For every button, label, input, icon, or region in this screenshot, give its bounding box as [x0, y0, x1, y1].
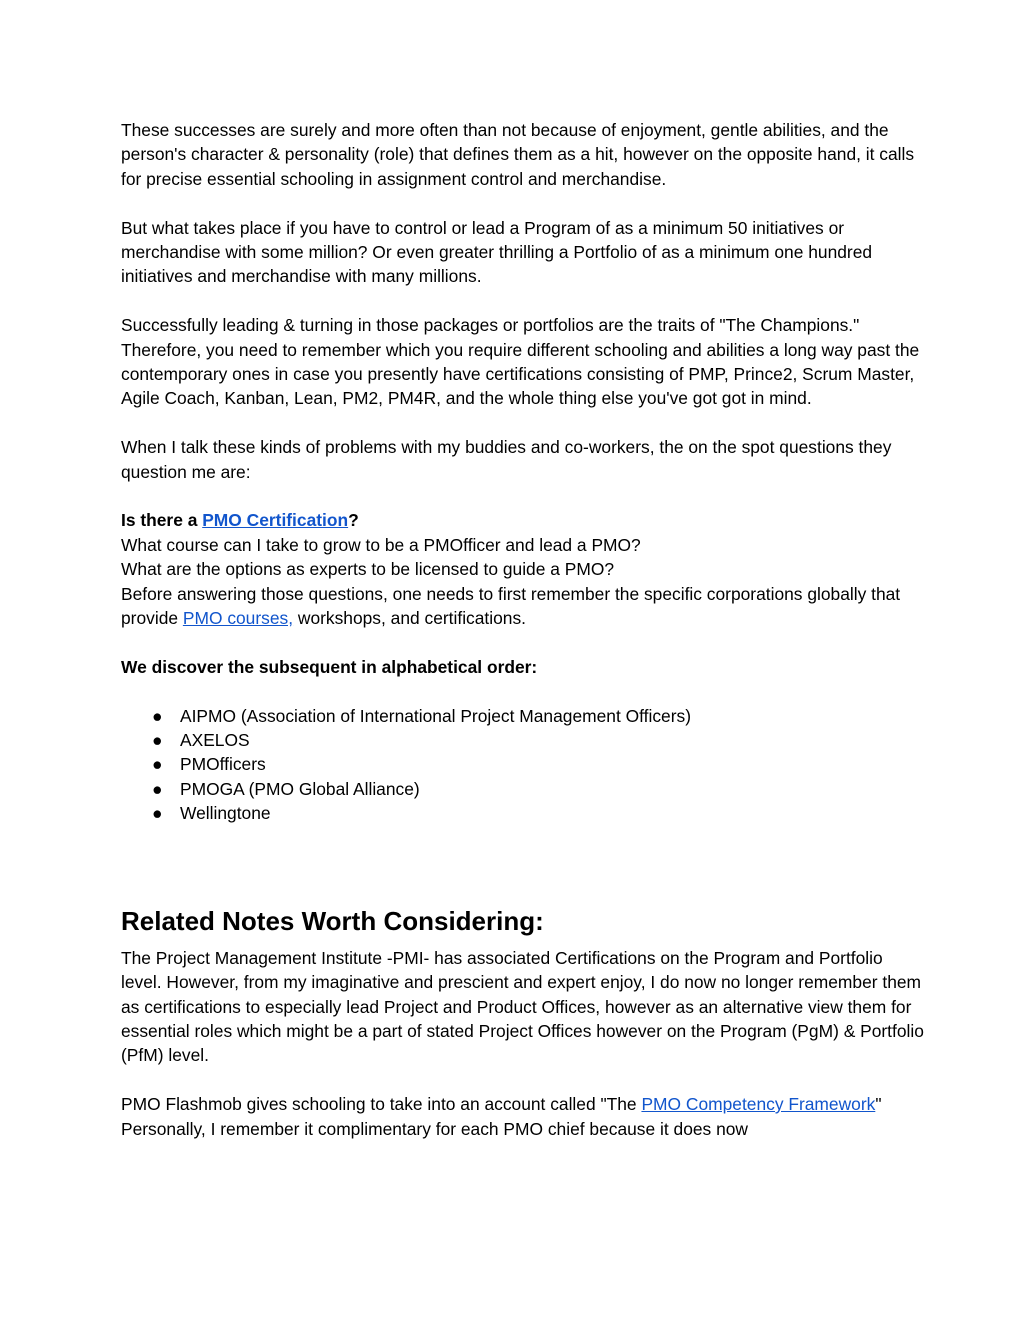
spacer — [121, 289, 924, 313]
flashmob-text-after: " Personally, I remember it complimentary for each PMO chief because it does now — [121, 1094, 882, 1139]
corporations-text-after: workshops, and certifications. — [293, 608, 526, 629]
bullet-icon: ● — [152, 705, 163, 726]
section-heading: Related Notes Worth Considering: — [121, 905, 544, 936]
organizations-list — [121, 704, 924, 826]
flashmob-text-before: PMO Flashmob gives schooling to take into an account called "The — [121, 1094, 642, 1115]
question-prefix: Is there a — [121, 510, 203, 531]
paragraph-pmi: The Project Management Institute -PMI- has associated Certifications on the Program and Portfolio level. However, from my imaginative and prescient and expert enjoy, I do now no longer remember them as certifications to especially lead Project and Product Offices, however as an alternative view them for essential roles which might be a part of stated Project Offices however on the Program (PgM) & Portfolio (PfM) level. — [121, 947, 924, 1066]
paragraph-flashmob — [121, 1092, 924, 1141]
bullet-icon: ● — [152, 754, 163, 775]
paragraph-champions: Successfully leading & turning in those packages or portfolios are the traits of "The Champions." Therefore, you need to remember which you require different schooling and abilities a long way past the contemporary ones in case you presently have certifications consisting of PMP, Prince2, Scrum Master, Agile Coach, Kanban, Lean, PM2, PM4R, and the whole thing else you've got got in mind. — [121, 315, 920, 409]
spacer — [121, 191, 924, 215]
list-item-text: Wellingtone — [180, 803, 271, 824]
question-suffix: ? — [348, 510, 359, 531]
list-item — [152, 777, 924, 801]
paragraph-intro: These successes are surely and more often than not because of enjoyment, gentle abilities, and the person's character & personality (role) that defines them as a hit, however on the opposite hand, it calls for precise essential schooling in assignment control and merchandise. — [121, 120, 915, 189]
spacer — [121, 411, 924, 435]
pmo-certification-link[interactable]: PMO Certification — [202, 510, 349, 531]
list-item-text: AIPMO (Association of International Project Management Officers) — [180, 705, 691, 726]
question-options: What are the options as experts to be licensed to guide a PMO? — [121, 559, 615, 580]
spacer — [121, 679, 924, 703]
bullet-icon: ● — [152, 803, 163, 824]
bullet-icon: ● — [152, 778, 163, 799]
list-heading: We discover the subsequent in alphabetical order: — [121, 656, 538, 677]
paragraph-corporations — [121, 582, 924, 631]
spacer — [121, 484, 924, 508]
list-item — [152, 801, 924, 825]
pmo-competency-framework-link[interactable]: PMO Competency Framework — [641, 1094, 876, 1115]
bullet-icon: ● — [152, 730, 163, 751]
list-item-text: PMOfficers — [180, 754, 266, 775]
question-course: What course can I take to grow to be a PMOfficer and lead a PMO? — [121, 534, 641, 555]
list-item-text: AXELOS — [180, 730, 250, 751]
question-pmo-certification — [121, 508, 924, 532]
list-item — [152, 728, 924, 752]
pmo-courses-link[interactable]: PMO courses, — [182, 608, 294, 629]
list-item — [152, 704, 924, 728]
list-item — [152, 752, 924, 776]
spacer — [121, 630, 924, 654]
paragraph-questions-intro: When I talk these kinds of problems with my buddies and co-workers, the on the spot questions they question me are: — [121, 437, 892, 482]
list-item-text: PMOGA (PMO Global Alliance) — [180, 778, 420, 799]
spacer — [121, 1068, 924, 1092]
corporations-text-before: Before answering those questions, one needs to first remember the specific corporations globally that provide — [121, 583, 901, 629]
paragraph-program: But what takes place if you have to control or lead a Program of as a minimum 50 initiatives or merchandise with some million? Or even greater thrilling a Portfolio of as a minimum one hundred initiatives and merchandise with many millions. — [121, 217, 873, 287]
